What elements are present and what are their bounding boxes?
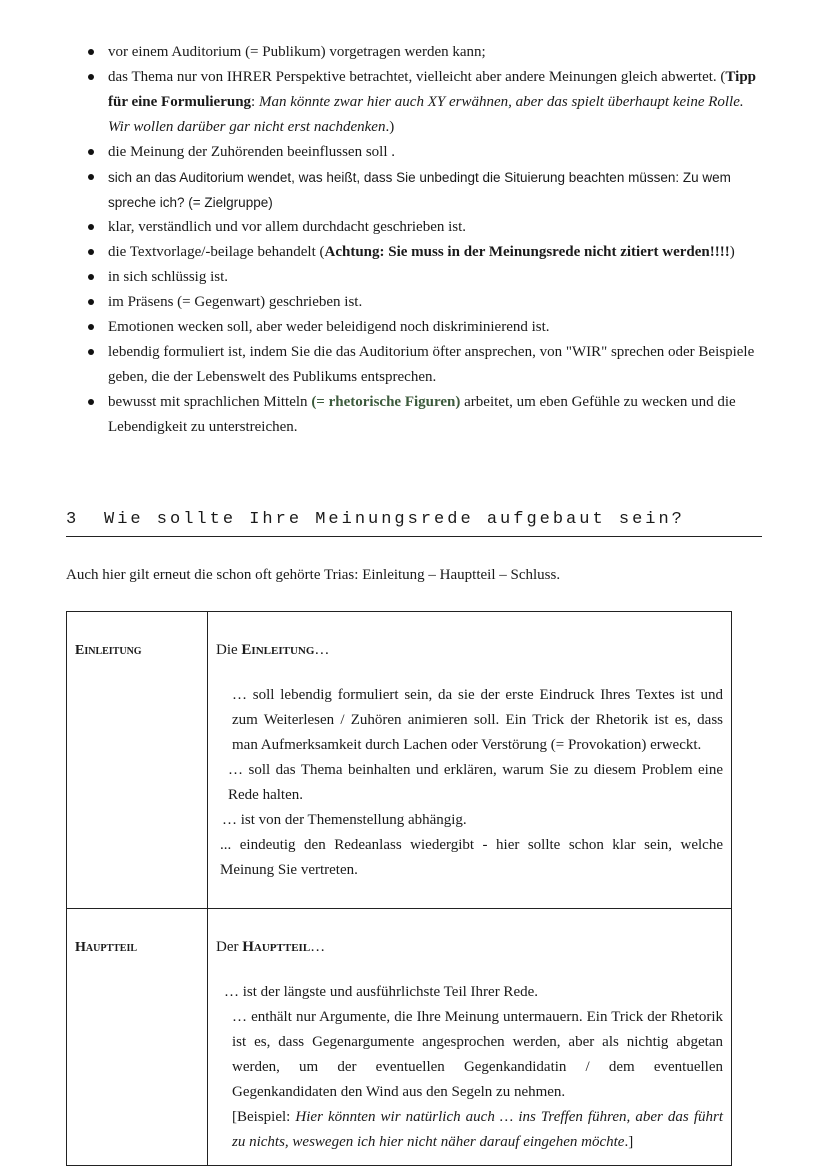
requirements-list xyxy=(86,40,766,440)
section-number: 3 xyxy=(66,510,80,529)
row-label-hauptteil: Hauptteil xyxy=(67,909,208,1166)
cell-line: … ist der längste und ausführlichste Teil Ihrer Rede. xyxy=(224,984,539,1000)
cell-example: [Beispiel: Hier könnten wir natürlich auch … ins Treffen führen, aber das führt zu nichts, weswegen ich hier nicht näher darauf eingehen möchte.] xyxy=(232,1109,724,1150)
section-heading xyxy=(66,508,762,537)
list-item: das Thema nur von IHRER Perspektive betrachtet, vielleicht aber andere Meinungen gleich abwertet. (Tipp für eine Formulierung: Man könnte zwar hier auch XY erwähnen, aber das spielt überhaupt keine Rolle. Wir wollen darüber gar nicht erst nachdenken.) xyxy=(86,65,766,140)
table-row xyxy=(67,612,732,909)
structure-table xyxy=(66,611,732,1166)
list-item: die Meinung der Zuhörenden beeinflussen soll . xyxy=(86,140,766,165)
list-item: lebendig formuliert ist, indem Sie die das Auditorium öfter ansprechen, von "WIR" sprechen oder Beispiele geben, die der Lebenswelt des Publikums entsprechen. xyxy=(86,340,766,390)
cell-line: … soll das Thema beinhalten und erklären, warum Sie zu diesem Problem eine Rede halten. xyxy=(228,762,723,803)
list-item: die Textvorlage/-beilage behandelt (Achtung: Sie muss in der Meinungsrede nicht zitiert werden!!!!) xyxy=(86,240,766,265)
list-item: in sich schlüssig ist. xyxy=(86,265,766,290)
row-content-einleitung xyxy=(208,612,732,909)
list-item: Emotionen wecken soll, aber weder beleidigend noch diskriminierend ist. xyxy=(86,315,766,340)
bold-text: Achtung: Sie muss in der Meinungsrede nicht zitiert werden!!!! xyxy=(324,244,730,260)
cell-line: … enthält nur Argumente, die Ihre Meinung untermauern. Ein Trick der Rhetorik ist es, dass Gegenargumente angesprochen werden, aber als nichtig abgetan werden, um der eventuellen Gegenkandidatin / dem eventuellen Gegenkandidaten den Wind aus den Segeln zu nehmen. xyxy=(232,1009,723,1100)
list-item: vor einem Auditorium (= Publikum) vorgetragen werden kann; xyxy=(86,40,766,65)
cell-line: ... eindeutig den Redeanlass wiedergibt - hier sollte schon klar sein, welche Meinung Sie vertreten. xyxy=(220,837,723,878)
list-item: sich an das Auditorium wendet, was heißt, dass Sie unbedingt die Situierung beachten müssen: Zu wem spreche ich? (= Zielgruppe) xyxy=(86,165,766,215)
row-content-hauptteil xyxy=(208,909,732,1166)
section-title: Wie sollte Ihre Meinungsrede aufgebaut sein? xyxy=(104,510,685,529)
bold-text: Tipp für eine Formulierung xyxy=(108,69,757,110)
list-item: bewusst mit sprachlichen Mitteln (= rhetorische Figuren) arbeitet, um eben Gefühle zu wecken und die Lebendigkeit zu unterstreichen. xyxy=(86,390,766,440)
cell-line: … soll lebendig formuliert sein, da sie der erste Eindruck Ihres Textes ist und zum Weiterlesen / Zuhören animieren soll. Ein Trick der Rhetorik ist es, dass man Aufmerksamkeit durch Lachen oder Verstörung (= Provokation) erweckt. xyxy=(232,687,723,753)
list-item: klar, verständlich und vor allem durchdacht geschrieben ist. xyxy=(86,215,766,240)
list-item: im Präsens (= Gegenwart) geschrieben ist. xyxy=(86,290,766,315)
intro-paragraph: Auch hier gilt erneut die schon oft gehörte Trias: Einleitung – Hauptteil – Schluss. xyxy=(66,567,561,583)
cell-body xyxy=(216,980,723,1155)
table-row xyxy=(67,909,732,1166)
highlight-text: (= rhetorische Figuren) xyxy=(311,394,461,410)
cell-heading: Der Hauptteil… xyxy=(216,939,326,955)
cell-body xyxy=(216,683,723,883)
cell-heading: Die Einleitung… xyxy=(216,642,330,658)
italic-text: Man könnte zwar hier auch XY erwähnen, aber das spielt überhaupt keine Rolle. Wir wollen darüber gar nicht erst nachdenken xyxy=(108,94,744,135)
cell-line: … ist von der Themenstellung abhängig. xyxy=(222,812,467,828)
row-label-einleitung: Einleitung xyxy=(67,612,208,909)
